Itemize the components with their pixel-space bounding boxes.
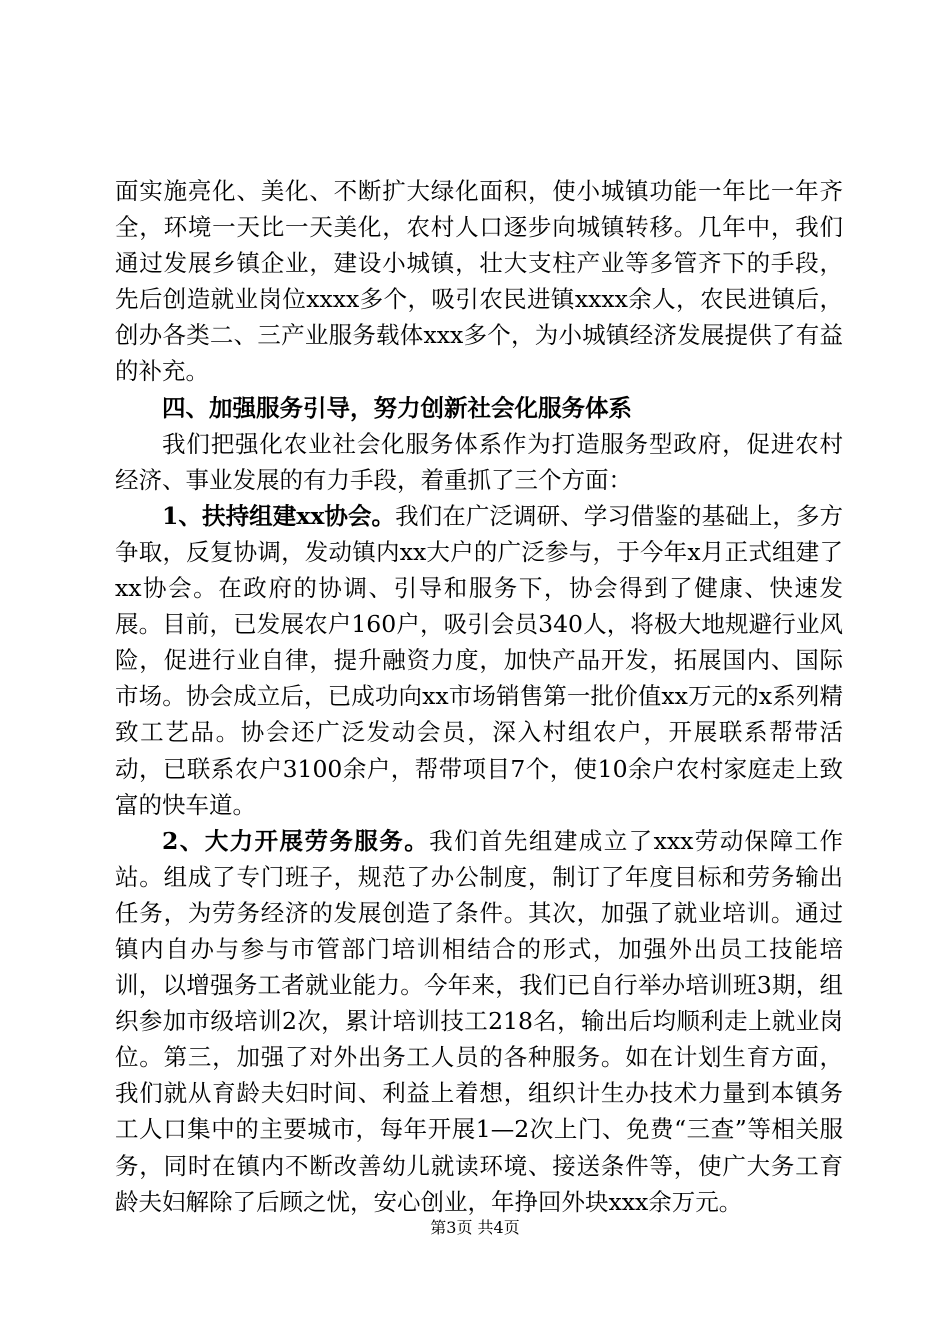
list-item-1-text: 我们在广泛调研、学习借鉴的基础上，多方争取，反复协调，发动镇内xx大户的广泛参与，于今年x月正式组建了xx协会。在政府的协调、引导和服务下，协会得到了健康、快速发展。目前，已发展农户160户，吸引会员340人，将极大地规避行业风险，促进行业自律，提升融资力度，加快产品开发，拓展国内、国际市场。协会成立后，已成功向xx市场销售第一批价值xx万元的x系列精致工艺品。协会还广泛发动会员，深入村组农户，开展联系帮带活动，已联系农户3100余户，帮带项目7个，使10余户农村家庭走上致富的快车道。 bbox=[115, 501, 844, 819]
list-item-1-title: 1、扶持组建xx协会。 bbox=[162, 501, 396, 530]
page-number: 第3页 共4页 bbox=[430, 1218, 520, 1237]
document-body bbox=[115, 173, 843, 1220]
list-item-2-title: 2、大力开展劳务服务。 bbox=[162, 826, 430, 855]
section-heading: 四、加强服务引导，努力创新社会化服务体系 bbox=[162, 393, 632, 422]
list-item-2 bbox=[115, 823, 843, 1220]
list-item-1 bbox=[115, 498, 843, 823]
list-item-2-text: 我们首先组建成立了xxx劳动保障工作站。组成了专门班子，规范了办公制度，制订了年度目标和劳务输出任务，为劳务经济的发展创造了条件。其次，加强了就业培训。通过镇内自办与参与市管部门培训相结合的形式，加强外出员工技能培训，以增强务工者就业能力。今年来，我们已自行举办培训班3期，组织参加市级培训2次，累计培训技工218名，输出后均顺利走上就业岗位。第三，加强了对外出务工人员的各种服务。如在计划生育方面，我们就从育龄夫妇时间、利益上着想，组织计生办技术力量到本镇务工人口集中的主要城市，每年开展1—2次上门、免费“三查”等相关服务，同时在镇内不断改善幼儿就读环境、接送条件等，使广大务工育龄夫妇解除了后顾之忧，安心创业，年挣回外块xxx余万元。 bbox=[115, 826, 843, 1216]
section-intro-paragraph: 我们把强化农业社会化服务体系作为打造服务型政府，促进农村经济、事业发展的有力手段，着重抓了三个方面： bbox=[115, 429, 843, 494]
paragraph-continued: 面实施亮化、美化、不断扩大绿化面积，使小城镇功能一年比一年齐全，环境一天比一天美化，农村人口逐步向城镇转移。几年中，我们通过发展乡镇企业，建设小城镇，壮大支柱产业等多管齐下的手段，先后创造就业岗位xxxx多个，吸引农民进镇xxxx余人，农民进镇后，创办各类二、三产业服务载体xxx多个，为小城镇经济发展提供了有益的补充。 bbox=[115, 177, 843, 386]
